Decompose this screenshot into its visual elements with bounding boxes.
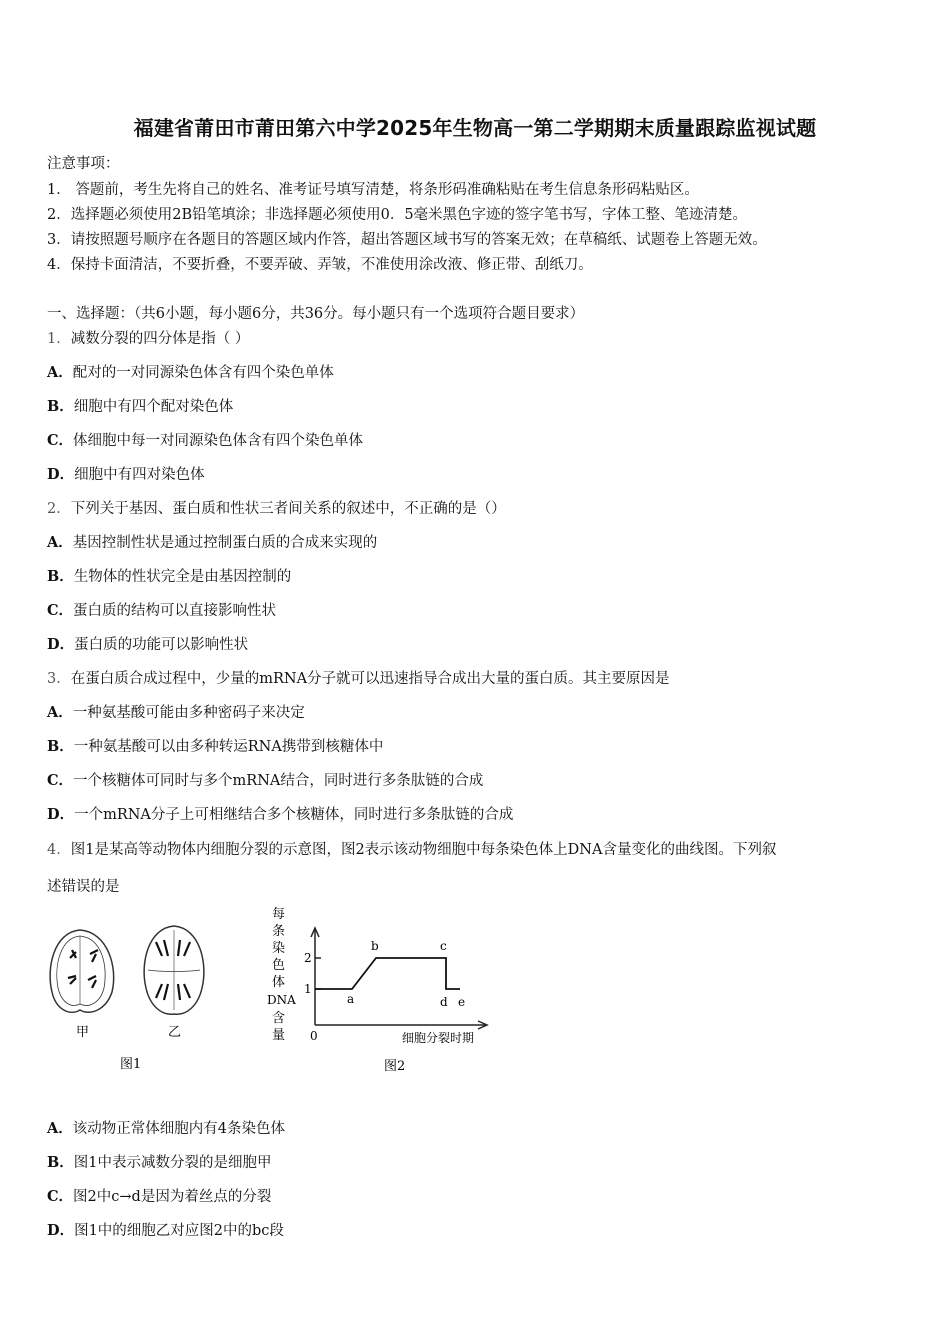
q3-option-d[interactable] xyxy=(47,803,513,824)
question-number: 2． xyxy=(47,501,71,517)
q4-option-a[interactable] xyxy=(47,1117,285,1138)
option-label: A． xyxy=(47,1120,73,1137)
cell-yi xyxy=(144,926,204,1014)
q1-option-b[interactable] xyxy=(47,395,233,416)
option-label: B． xyxy=(47,398,74,415)
option-text: 蛋白质的结构可以直接影响性状 xyxy=(73,603,277,619)
question-text: 图1是某高等动物体内细胞分裂的示意图，图2表示该动物细胞中每条染色体上DNA含量变化的曲线图。下列叙 xyxy=(70,842,777,858)
point-b: b xyxy=(371,939,379,953)
q2-option-a[interactable] xyxy=(47,531,377,552)
option-text: 蛋白质的功能可以影响性状 xyxy=(74,637,249,653)
point-c: c xyxy=(440,939,447,953)
figure2-axes xyxy=(311,928,487,1029)
q3-option-a[interactable] xyxy=(47,701,305,722)
ylabel-char: 染 xyxy=(272,941,286,956)
option-text: 细胞中有四个配对染色体 xyxy=(73,399,234,415)
q2-option-d[interactable] xyxy=(47,633,248,654)
option-text: 图1中表示减数分裂的是细胞甲 xyxy=(73,1155,272,1171)
figure2-ylabel xyxy=(267,907,296,1043)
dna-curve xyxy=(315,958,460,989)
notice-item-3: 3．请按照题号顺序在各题目的答题区域内作答，超出答题区域书写的答案无效；在草稿纸、试题卷上答题无效。 xyxy=(47,232,767,248)
option-label: D． xyxy=(47,636,75,653)
option-text: 体细胞中每一对同源染色体含有四个染色单体 xyxy=(73,433,364,449)
option-text: 细胞中有四对染色体 xyxy=(74,467,205,483)
q1-option-a[interactable] xyxy=(47,361,334,382)
option-text: 图1中的细胞乙对应图2中的bc段 xyxy=(74,1223,284,1239)
question-1-stem xyxy=(47,327,249,348)
notice-item-1: 1． 答题前，考生先将自己的姓名、准考证号填写清楚，将条形码准确粘贴在考生信息条形码粘贴区。 xyxy=(47,182,699,198)
q4-option-b[interactable] xyxy=(47,1151,272,1172)
option-label: C． xyxy=(47,1188,74,1205)
option-label: A． xyxy=(47,364,73,381)
option-label: D． xyxy=(47,1222,75,1239)
ylabel-dna: DNA xyxy=(267,993,296,1007)
question-text: 减数分裂的四分体是指（ ） xyxy=(70,331,250,347)
option-text: 生物体的性状完全是由基因控制的 xyxy=(73,569,292,585)
figure1-label: 图1 xyxy=(120,1057,142,1072)
option-text: 该动物正常体细胞内有4条染色体 xyxy=(72,1121,285,1137)
ylabel-char: 条 xyxy=(272,924,286,939)
q4-option-c[interactable] xyxy=(47,1185,271,1206)
ylabel-char: 量 xyxy=(272,1028,286,1043)
ytick-1: 1 xyxy=(304,982,312,996)
xaxis-label: 细胞分裂时期 xyxy=(402,1031,475,1045)
option-label: C． xyxy=(47,772,74,789)
question-4-figures xyxy=(40,900,520,1090)
question-3-stem xyxy=(47,667,670,688)
figure-svg xyxy=(40,900,520,1090)
option-label: C． xyxy=(47,602,74,619)
notice-item-2: 2．选择题必须使用2B铅笔填涂；非选择题必须使用0．5毫米黑色字迹的签字笔书写，字体工整、笔迹清楚。 xyxy=(47,207,748,223)
notice-item-4: 4．保持卡面清洁，不要折叠，不要弄破、弄皱，不准使用涂改液、修正带、刮纸刀。 xyxy=(47,257,593,273)
point-e: e xyxy=(458,995,466,1009)
question-number: 4． xyxy=(47,842,71,858)
option-label: B． xyxy=(47,568,74,585)
cell-jia xyxy=(50,930,114,1012)
q4-option-d[interactable] xyxy=(47,1219,284,1240)
q3-option-c[interactable] xyxy=(47,769,483,790)
ylabel-char: 色 xyxy=(272,958,286,973)
point-d: d xyxy=(440,995,448,1009)
option-label: C． xyxy=(47,432,74,449)
page-title: 福建省莆田市莆田第六中学2025年生物高一第二学期期末质量跟踪监视试题 xyxy=(133,116,817,140)
question-4-stem xyxy=(47,838,776,859)
option-label: A． xyxy=(47,534,73,551)
option-text: 图2中c→d是因为着丝点的分裂 xyxy=(73,1189,272,1205)
option-text: 基因控制性状是通过控制蛋白质的合成来实现的 xyxy=(72,535,378,551)
q3-option-b[interactable] xyxy=(47,735,383,756)
cell-jia-label: 甲 xyxy=(76,1025,90,1040)
q1-option-d[interactable] xyxy=(47,463,205,484)
ylabel-char: 每 xyxy=(272,907,286,922)
option-text: 一个mRNA分子上可相继结合多个核糖体，同时进行多条肽链的合成 xyxy=(74,807,514,823)
point-a: a xyxy=(347,992,355,1006)
question-2-stem xyxy=(47,497,506,518)
option-label: D． xyxy=(47,806,75,823)
question-text: 在蛋白质合成过程中，少量的mRNA分子就可以迅速指导合成出大量的蛋白质。其主要原因是 xyxy=(70,671,670,687)
option-label: D． xyxy=(47,466,75,483)
q1-option-c[interactable] xyxy=(47,429,363,450)
cell-yi-label: 乙 xyxy=(168,1025,182,1040)
question-number: 3． xyxy=(47,671,71,687)
notice-heading: 注意事项： xyxy=(47,156,120,172)
option-label: B． xyxy=(47,738,74,755)
option-label: B． xyxy=(47,1154,74,1171)
ylabel-char: 体 xyxy=(272,975,286,990)
option-text: 配对的一对同源染色体含有四个染色单体 xyxy=(72,365,334,381)
option-text: 一个核糖体可同时与多个mRNA结合，同时进行多条肽链的合成 xyxy=(73,773,484,789)
option-label: A． xyxy=(47,704,73,721)
section-heading: 一、选择题：（共6小题，每小题6分，共36分。每小题只有一个选项符合题目要求） xyxy=(47,306,585,322)
q2-option-c[interactable] xyxy=(47,599,276,620)
question-number: 1． xyxy=(47,331,71,347)
q2-option-b[interactable] xyxy=(47,565,291,586)
option-text: 一种氨基酸可以由多种转运RNA携带到核糖体中 xyxy=(73,739,384,755)
figure2-label: 图2 xyxy=(384,1059,406,1074)
option-text: 一种氨基酸可能由多种密码子来决定 xyxy=(72,705,305,721)
origin-label: 0 xyxy=(310,1029,318,1043)
ylabel-char: 含 xyxy=(272,1011,286,1026)
ytick-2: 2 xyxy=(304,951,312,965)
question-text: 下列关于基因、蛋白质和性状三者间关系的叙述中，不正确的是（） xyxy=(70,501,506,517)
question-4-stem-cont: 述错误的是 xyxy=(47,879,120,895)
